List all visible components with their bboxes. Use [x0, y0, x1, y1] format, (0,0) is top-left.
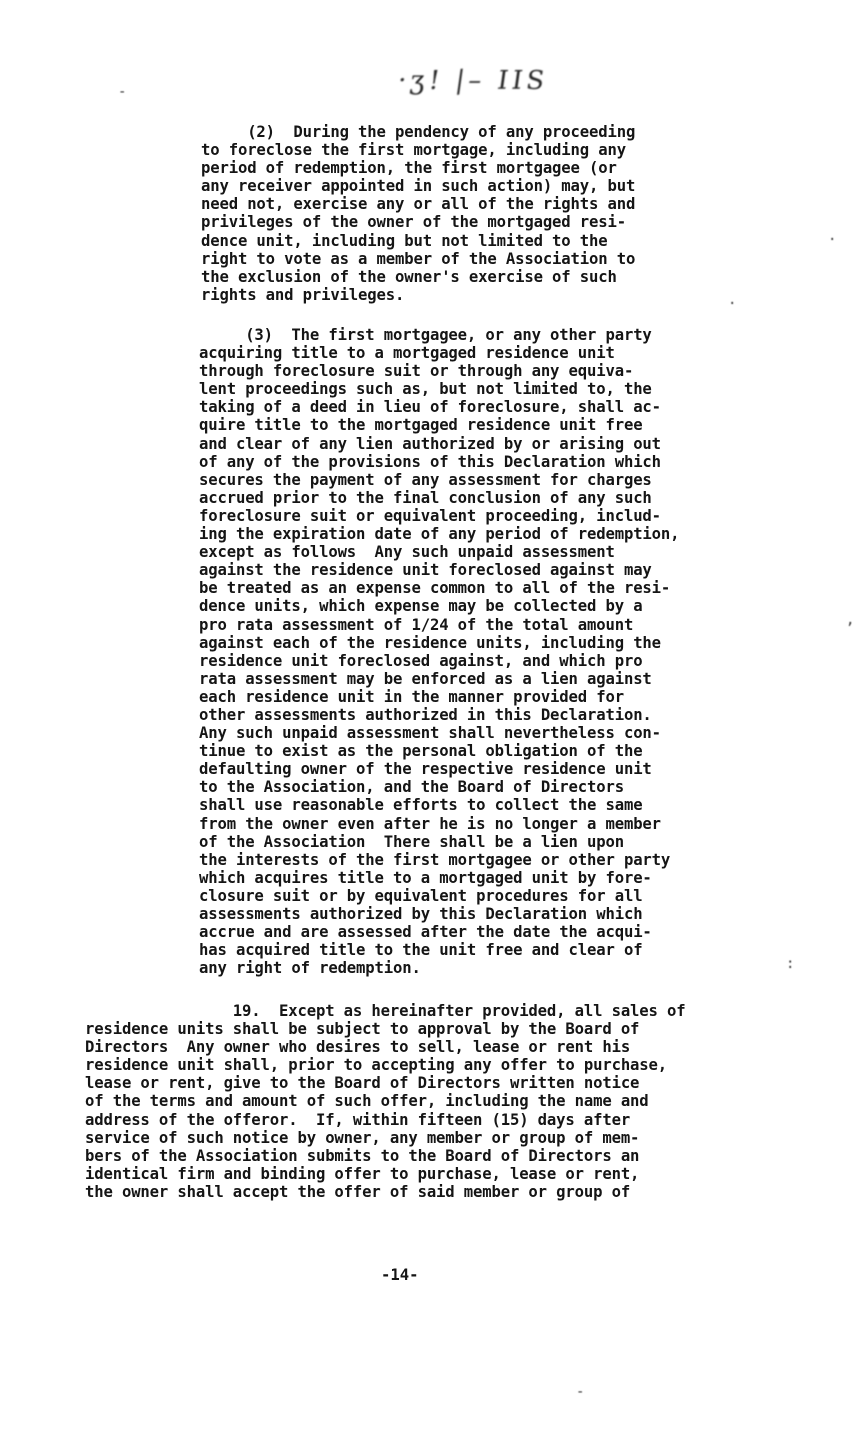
text-line: foreclosure suit or equivalent proceeding, includ- [199, 506, 661, 525]
text-line: shall use reasonable efforts to collect the same [199, 796, 643, 815]
text-line: address of the offeror. If, within fifteen (15) days after [85, 1110, 631, 1129]
text-line: residence units shall be subject to approval by the Board of [85, 1020, 640, 1039]
text-line: quire title to the mortgaged residence unit free [199, 416, 643, 435]
text-line: any receiver appointed in such action) may, but [201, 177, 636, 196]
scan-speck: · [828, 232, 837, 248]
text-line: other assessments authorized in this Declaration. [199, 705, 652, 724]
text-line: taking of a deed in lieu of foreclosure, shall ac- [199, 398, 661, 417]
text-line: against each of the residence units, including the [199, 633, 661, 652]
text-line: of the Association There shall be a lien upon [199, 832, 624, 851]
text-line: the interests of the first mortgagee or other party [199, 850, 671, 869]
text-line: be treated as an expense common to all of the resi- [199, 579, 671, 598]
text-line: closure suit or by equivalent procedures for all [199, 886, 643, 905]
text-line: identical firm and binding offer to purchase, lease or rent, [85, 1164, 640, 1183]
text-line: any right of redemption. [199, 959, 421, 978]
text-line: and clear of any lien authorized by or arising out [199, 434, 661, 453]
text-line: pro rata assessment of 1/24 of the total amount [199, 615, 634, 634]
text-line: privileges of the owner of the mortgaged resi- [201, 213, 626, 232]
text-line: residence unit foreclosed against, and which pro [199, 651, 643, 670]
header-handwritten-stamp: ·ʒ! |– IIS [395, 66, 551, 96]
text-line: rights and privileges. [201, 285, 405, 304]
scan-speck: - [576, 1384, 585, 1400]
text-line: the owner shall accept the offer of said member or group of [85, 1182, 631, 1201]
text-line: need not, exercise any or all of the rights and [201, 195, 636, 214]
text-line: residence unit shall, prior to accepting any offer to purchase, [85, 1056, 668, 1075]
text-line: except as follows Any such unpaid assessment [199, 543, 615, 562]
text-line: period of redemption, the first mortgagee (or [201, 159, 617, 178]
text-line: of the terms and amount of such offer, including the name and [85, 1092, 649, 1111]
page-number: -14- [381, 1266, 419, 1284]
text-line: secures the payment of any assessment for charges [199, 470, 652, 489]
text-line: from the owner even after he is no longer a member [199, 814, 661, 833]
scan-speck: - [118, 84, 127, 100]
text-line: assessments authorized by this Declaration which [199, 905, 643, 923]
text-line: acquiring title to a mortgaged residence unit [199, 344, 615, 363]
text-line: lent proceedings such as, but not limited to, the [199, 380, 652, 399]
text-line: dence unit, including but not limited to the [201, 231, 608, 250]
text-line: Directors Any owner who desires to sell, lease or rent his [85, 1038, 631, 1057]
text-line: right to vote as a member of the Association to [201, 249, 636, 268]
text-line: (2) During the pendency of any proceeding [201, 123, 636, 141]
text-line: to the Association, and the Board of Directors [199, 778, 624, 797]
text-line: ing the expiration date of any period of redemption, [199, 525, 680, 544]
scan-speck: , [846, 612, 855, 628]
paragraph-3 [199, 326, 679, 977]
text-line: through foreclosure suit or through any equiva- [199, 362, 634, 381]
text-line: bers of the Association submits to the Board of Directors an [85, 1146, 640, 1165]
text-line: against the residence unit foreclosed against may [199, 561, 652, 580]
text-line: service of such notice by owner, any member or group of mem- [85, 1128, 640, 1147]
scan-speck: : [786, 956, 795, 972]
text-line: has acquired title to the unit free and clear of [199, 941, 643, 960]
text-line: dence units, which expense may be collected by a [199, 597, 643, 616]
text-line: 19. Except as hereinafter provided, all sales of [85, 1002, 686, 1020]
text-line: (3) The first mortgagee, or any other party [199, 326, 652, 344]
scan-speck: · [728, 296, 737, 312]
text-line: of any of the provisions of this Declaration which [199, 452, 661, 471]
text-line: each residence unit in the manner provided for [199, 687, 624, 706]
text-line: tinue to exist as the personal obligation of the [199, 742, 643, 761]
text-line: the exclusion of the owner's exercise of such [201, 267, 617, 286]
text-line: rata assessment may be enforced as a lien against [199, 669, 652, 688]
paragraph-2 [201, 123, 635, 304]
text-line: accrued prior to the final conclusion of any such [199, 488, 652, 507]
text-line: defaulting owner of the respective residence unit [199, 760, 652, 779]
text-line: lease or rent, give to the Board of Directors written notice [85, 1074, 640, 1093]
text-line: accrue and are assessed after the date the acqui- [199, 923, 652, 942]
text-line: to foreclose the first mortgage, including any [201, 141, 626, 160]
text-line: Any such unpaid assessment shall nevertheless con- [199, 724, 661, 743]
text-line: which acquires title to a mortgaged unit by fore- [199, 868, 652, 887]
paragraph-19 [85, 1002, 686, 1201]
